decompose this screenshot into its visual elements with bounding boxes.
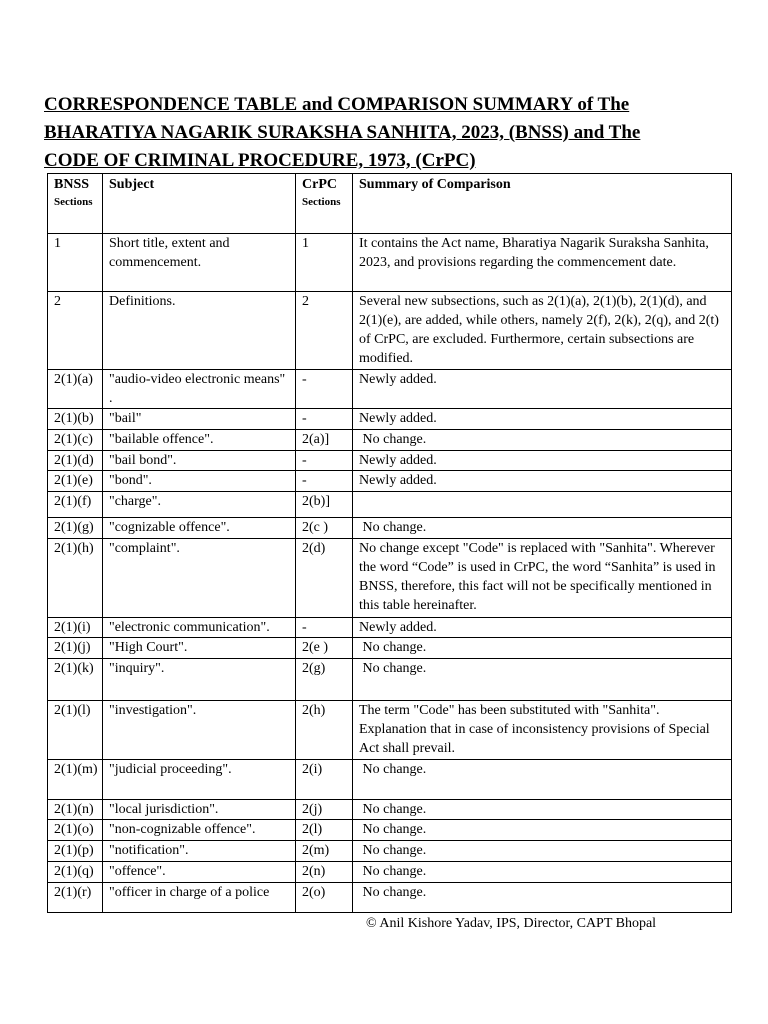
cell-summary: Several new subsections, such as 2(1)(a), 2(1)(b), 2(1)(d), and 2(1)(e), are added, while others, namely 2(f), 2(k), 2(q), and 2(t) of CrPC, are excluded. Furthermore, certain subsections are modified.: [353, 292, 732, 370]
header-summary: Summary of Comparison: [353, 174, 732, 234]
cell-crpc: 2(l): [296, 820, 353, 841]
copyright-footer: © Anil Kishore Yadav, IPS, Director, CAPT Bhopal: [366, 916, 657, 931]
cell-subject: "electronic communication".: [103, 618, 296, 638]
table-row: [48, 862, 732, 883]
table-row: [48, 841, 732, 862]
cell-subject: "investigation".: [103, 701, 296, 760]
cell-subject: "charge".: [103, 492, 296, 518]
cell-subject: "inquiry".: [103, 659, 296, 701]
table-row: [48, 451, 732, 471]
cell-crpc: 2(g): [296, 659, 353, 701]
header-subject: Subject: [103, 174, 296, 234]
cell-bnss: 2(1)(o): [48, 820, 103, 841]
cell-bnss: 2(1)(b): [48, 409, 103, 430]
cell-bnss: 1: [48, 234, 103, 292]
cell-crpc: 1: [296, 234, 353, 292]
cell-summary: No change.: [353, 862, 732, 883]
table-row: [48, 820, 732, 841]
table-row: [48, 518, 732, 539]
cell-subject: Definitions.: [103, 292, 296, 370]
cell-crpc: -: [296, 451, 353, 471]
cell-summary: No change.: [353, 820, 732, 841]
cell-summary: Newly added.: [353, 471, 732, 492]
cell-subject: "judicial proceeding".: [103, 760, 296, 800]
cell-bnss: 2(1)(j): [48, 638, 103, 659]
cell-subject: "non-cognizable offence".: [103, 820, 296, 841]
cell-summary: No change.: [353, 518, 732, 539]
cell-bnss: 2(1)(r): [48, 883, 103, 913]
cell-subject: "local jurisdiction".: [103, 800, 296, 820]
table-row: [48, 539, 732, 618]
cell-bnss: 2(1)(k): [48, 659, 103, 701]
cell-crpc: -: [296, 409, 353, 430]
cell-crpc: 2(n): [296, 862, 353, 883]
cell-crpc: 2(c ): [296, 518, 353, 539]
cell-summary: It contains the Act name, Bharatiya Nagarik Suraksha Sanhita, 2023, and provisions regarding the commencement date.: [353, 234, 732, 292]
cell-subject: "cognizable offence".: [103, 518, 296, 539]
cell-subject: "bond".: [103, 471, 296, 492]
cell-subject: "High Court".: [103, 638, 296, 659]
table-row: [48, 659, 732, 701]
table-row: [48, 701, 732, 760]
cell-bnss: 2(1)(n): [48, 800, 103, 820]
cell-crpc: -: [296, 618, 353, 638]
cell-subject: "audio-video electronic means" .: [103, 370, 296, 409]
cell-summary: No change.: [353, 841, 732, 862]
cell-summary: Newly added.: [353, 370, 732, 409]
cell-bnss: 2(1)(e): [48, 471, 103, 492]
cell-subject: "officer in charge of a police: [103, 883, 296, 913]
cell-bnss: 2(1)(l): [48, 701, 103, 760]
document-title: [44, 91, 734, 175]
cell-subject: "offence".: [103, 862, 296, 883]
cell-bnss: 2(1)(i): [48, 618, 103, 638]
table-row: [48, 800, 732, 820]
cell-bnss: 2(1)(q): [48, 862, 103, 883]
table-row: [48, 638, 732, 659]
cell-summary: No change.: [353, 659, 732, 701]
cell-subject: "bail bond".: [103, 451, 296, 471]
title-line-2: BHARATIYA NAGARIK SURAKSHA SANHITA, 2023, (BNSS) and The: [44, 122, 641, 143]
cell-summary: No change.: [353, 760, 732, 800]
cell-subject: "notification".: [103, 841, 296, 862]
cell-crpc: 2(h): [296, 701, 353, 760]
table-row: [48, 883, 732, 913]
cell-subject: "complaint".: [103, 539, 296, 618]
cell-bnss: 2(1)(a): [48, 370, 103, 409]
cell-summary: No change.: [353, 430, 732, 451]
cell-summary: The term "Code" has been substituted with "Sanhita". Explanation that in case of inconsistency provisions of Special Act shall prevail.: [353, 701, 732, 760]
title-line-3: CODE OF CRIMINAL PROCEDURE, 1973, (CrPC): [44, 150, 476, 171]
cell-bnss: 2(1)(h): [48, 539, 103, 618]
table-row: [48, 760, 732, 800]
header-crpc: CrPC Sections: [296, 174, 353, 234]
cell-crpc: 2(j): [296, 800, 353, 820]
cell-crpc: 2(i): [296, 760, 353, 800]
cell-bnss: 2(1)(m): [48, 760, 103, 800]
table-row: [48, 618, 732, 638]
cell-bnss: 2(1)(d): [48, 451, 103, 471]
table-header-row: [48, 174, 732, 234]
cell-crpc: -: [296, 471, 353, 492]
table-row: [48, 430, 732, 451]
cell-crpc: 2(m): [296, 841, 353, 862]
cell-crpc: -: [296, 370, 353, 409]
cell-summary: No change.: [353, 883, 732, 913]
correspondence-table: [47, 173, 732, 913]
cell-bnss: 2(1)(p): [48, 841, 103, 862]
cell-summary: Newly added.: [353, 409, 732, 430]
cell-crpc: 2(o): [296, 883, 353, 913]
cell-subject: "bailable offence".: [103, 430, 296, 451]
table-row: [48, 471, 732, 492]
cell-subject: Short title, extent and commencement.: [103, 234, 296, 292]
cell-crpc: 2(b)]: [296, 492, 353, 518]
cell-crpc: 2(d): [296, 539, 353, 618]
cell-bnss: 2: [48, 292, 103, 370]
cell-bnss: 2(1)(f): [48, 492, 103, 518]
cell-summary: [353, 492, 732, 518]
cell-bnss: 2(1)(c): [48, 430, 103, 451]
header-bnss: BNSS Sections: [48, 174, 103, 234]
cell-summary: No change.: [353, 638, 732, 659]
cell-summary: No change.: [353, 800, 732, 820]
table-row: [48, 409, 732, 430]
table-row: [48, 234, 732, 292]
cell-bnss: 2(1)(g): [48, 518, 103, 539]
cell-crpc: 2: [296, 292, 353, 370]
cell-summary: Newly added.: [353, 618, 732, 638]
cell-subject: "bail": [103, 409, 296, 430]
title-line-1: CORRESPONDENCE TABLE and COMPARISON SUMMARY of The: [44, 94, 630, 115]
table-row: [48, 492, 732, 518]
cell-summary: Newly added.: [353, 451, 732, 471]
cell-crpc: 2(e ): [296, 638, 353, 659]
cell-crpc: 2(a)]: [296, 430, 353, 451]
table-row: [48, 370, 732, 409]
cell-summary: No change except "Code" is replaced with "Sanhita". Wherever the word “Code” is used in CrPC, the word “Sanhita” is used in BNSS, therefore, this fact will not be specifically mentioned in this table hereinafter.: [353, 539, 732, 618]
table-row: [48, 292, 732, 370]
